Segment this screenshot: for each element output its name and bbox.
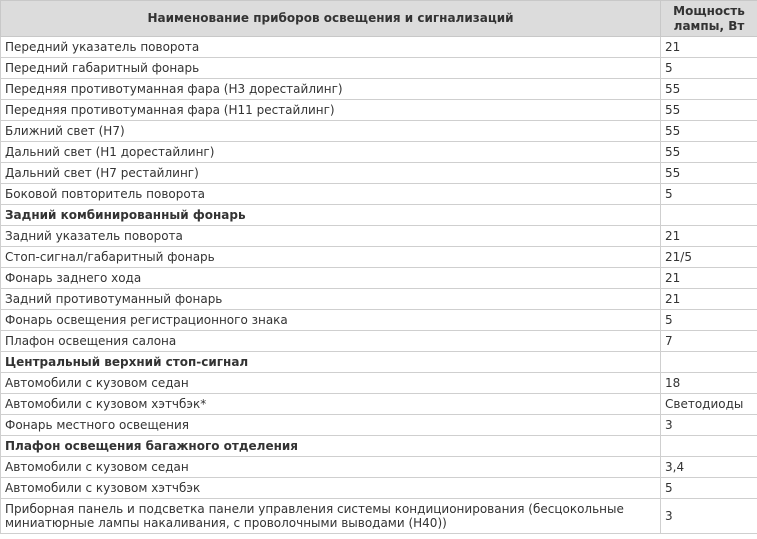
table-row	[1, 163, 757, 184]
device-name-cell: Фонарь освещения регистрационного знака	[1, 310, 661, 331]
device-name-cell: Автомобили с кузовом хэтчбэк*	[1, 394, 661, 415]
table-row	[1, 394, 757, 415]
lamp-power-cell: 21	[661, 289, 757, 310]
device-name-cell: Дальний свет (Н1 дорестайлинг)	[1, 142, 661, 163]
table-row	[1, 58, 757, 79]
lamp-power-cell: 21/5	[661, 247, 757, 268]
table-row	[1, 37, 757, 58]
table-row	[1, 415, 757, 436]
table-row	[1, 289, 757, 310]
device-name-cell: Передний указатель поворота	[1, 37, 661, 58]
lamp-power-cell: 55	[661, 79, 757, 100]
lamp-power-cell	[661, 205, 757, 226]
lamp-power-cell: 7	[661, 331, 757, 352]
table-row	[1, 478, 757, 499]
table-row	[1, 268, 757, 289]
lamp-power-cell: 5	[661, 478, 757, 499]
device-name-cell: Задний противотуманный фонарь	[1, 289, 661, 310]
table-row	[1, 79, 757, 100]
lamp-power-cell: 3	[661, 415, 757, 436]
lamp-power-cell: Светодиоды	[661, 394, 757, 415]
header-device-name: Наименование приборов освещения и сигнализаций	[1, 1, 661, 37]
device-name-cell: Передний габаритный фонарь	[1, 58, 661, 79]
device-name-cell: Автомобили с кузовом хэтчбэк	[1, 478, 661, 499]
lamp-power-cell: 5	[661, 184, 757, 205]
lamp-power-cell: 3	[661, 499, 757, 534]
device-name-cell: Приборная панель и подсветка панели управления системы кондиционирования (бесцокольные миниатюрные лампы накаливания, с проволочными выводами (Н40))	[1, 499, 661, 534]
section-row	[1, 436, 757, 457]
lamp-power-cell: 21	[661, 37, 757, 58]
table-header-row	[1, 1, 757, 37]
device-name-cell: Ближний свет (Н7)	[1, 121, 661, 142]
lamp-power-cell	[661, 352, 757, 373]
lamp-power-cell: 55	[661, 121, 757, 142]
device-name-cell: Фонарь местного освещения	[1, 415, 661, 436]
device-name-cell: Стоп-сигнал/габаритный фонарь	[1, 247, 661, 268]
device-name-cell: Автомобили с кузовом седан	[1, 457, 661, 478]
table-row	[1, 121, 757, 142]
section-title: Плафон освещения багажного отделения	[1, 436, 661, 457]
table-row	[1, 373, 757, 394]
lamp-power-cell: 5	[661, 58, 757, 79]
lamp-power-cell: 5	[661, 310, 757, 331]
device-name-cell: Автомобили с кузовом седан	[1, 373, 661, 394]
section-title: Задний комбинированный фонарь	[1, 205, 661, 226]
lamp-power-cell: 21	[661, 226, 757, 247]
device-name-cell: Боковой повторитель поворота	[1, 184, 661, 205]
table-row	[1, 499, 757, 534]
table-row	[1, 226, 757, 247]
lamp-power-cell: 21	[661, 268, 757, 289]
table-row	[1, 142, 757, 163]
device-name-cell: Передняя противотуманная фара (Н11 рестайлинг)	[1, 100, 661, 121]
lamp-power-cell: 18	[661, 373, 757, 394]
lamp-power-cell: 55	[661, 142, 757, 163]
lamp-power-cell	[661, 436, 757, 457]
table-row	[1, 331, 757, 352]
section-row	[1, 352, 757, 373]
device-name-cell: Дальний свет (Н7 рестайлинг)	[1, 163, 661, 184]
header-lamp-power: Мощность лампы, Вт	[661, 1, 757, 37]
device-name-cell: Передняя противотуманная фара (Н3 дорестайлинг)	[1, 79, 661, 100]
device-name-cell: Фонарь заднего хода	[1, 268, 661, 289]
table-row	[1, 184, 757, 205]
table-row	[1, 310, 757, 331]
table-row	[1, 457, 757, 478]
section-title: Центральный верхний стоп-сигнал	[1, 352, 661, 373]
lamp-power-cell: 3,4	[661, 457, 757, 478]
device-name-cell: Задний указатель поворота	[1, 226, 661, 247]
table-row	[1, 100, 757, 121]
section-row	[1, 205, 757, 226]
lamp-power-cell: 55	[661, 100, 757, 121]
table-row	[1, 247, 757, 268]
device-name-cell: Плафон освещения салона	[1, 331, 661, 352]
lamp-power-cell: 55	[661, 163, 757, 184]
